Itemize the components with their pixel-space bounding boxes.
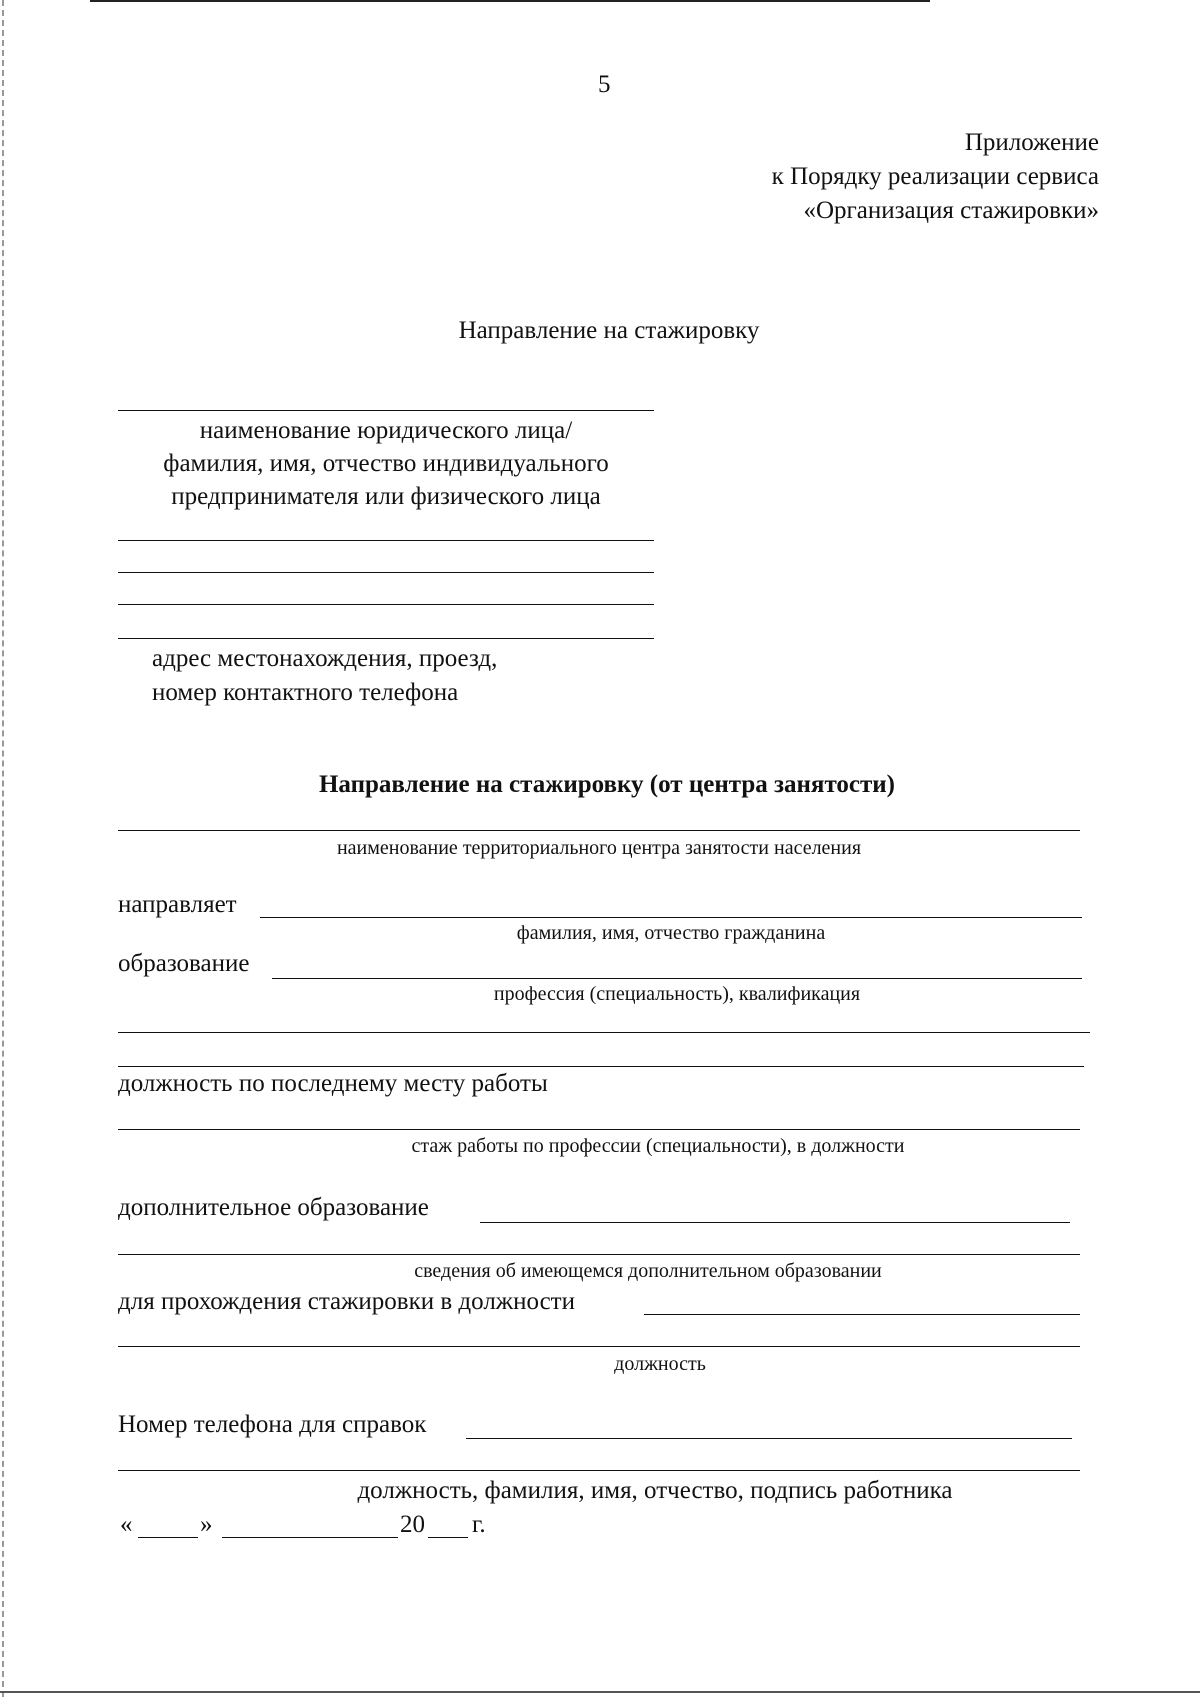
internship-position-line-2[interactable] [118,1346,1080,1347]
date-day-line[interactable] [138,1537,198,1538]
recipient-address-line-4[interactable] [118,638,654,639]
profession-line-2[interactable] [118,1032,1090,1033]
recipient-name-caption-3: предпринимателя или физического лица [171,483,601,510]
date-open-quote: « [120,1511,133,1538]
additional-education-line-1[interactable] [480,1222,1070,1223]
date-year-line[interactable] [428,1537,468,1538]
additional-education-line-2[interactable] [118,1254,1080,1255]
additional-education-caption: сведения об имеющемся дополнительном образовании [414,1260,882,1282]
additional-education-label: дополнительное образование [118,1194,429,1221]
recipient-address-line-3[interactable] [118,604,654,605]
citizen-name-caption: фамилия, имя, отчество гражданина [516,922,826,944]
last-position-label: должность по последнему месту работы [118,1070,548,1097]
recipient-name-caption-2: фамилия, имя, отчество индивидуального [163,450,609,477]
scan-edge-bottom [0,1691,1200,1693]
sends-label: направляет [118,891,237,918]
signature-caption: должность, фамилия, имя, отчество, подпись работника [357,1477,953,1504]
date-close-quote: » [200,1511,213,1538]
scan-edge-left [2,0,4,1697]
citizen-name-line[interactable] [260,917,1082,918]
internship-position-line-1[interactable] [644,1314,1080,1315]
profession-caption: профессия (специальность), квалификация [493,983,861,1005]
center-name-caption: наименование территориального центра занятости населения [336,837,862,859]
position-caption: должность [614,1353,706,1375]
date-year-prefix: 20 [400,1511,425,1538]
appendix-line-3: «Организация стажировки» [803,197,1099,224]
profession-line-3[interactable] [118,1066,1084,1067]
center-name-line[interactable] [118,830,1080,831]
experience-caption: стаж работы по профессии (специальности), в должности [411,1135,905,1157]
appendix-line-1: Приложение [964,129,1099,156]
page-number: 5 [598,71,611,98]
internship-position-label: для прохождения стажировки в должности [118,1288,575,1315]
experience-line[interactable] [118,1129,1080,1130]
recipient-name-caption-1: наименование юридического лица/ [199,417,573,444]
phone-label: Номер телефона для справок [118,1411,427,1438]
signature-line[interactable] [118,1470,1080,1471]
scan-edge-top [90,0,930,2]
date-year-suffix: г. [472,1511,486,1538]
recipient-address-caption-2: номер контактного телефона [152,679,459,706]
recipient-address-caption-1: адрес местонахождения, проезд, [152,645,498,672]
phone-line[interactable] [466,1438,1072,1439]
education-label: образование [118,950,250,977]
recipient-address-line-2[interactable] [118,572,654,573]
education-line[interactable] [272,978,1082,979]
appendix-line-2: к Порядку реализации сервиса [771,163,1099,190]
recipient-address-line-1[interactable] [118,540,654,541]
section-title: Направление на стажировку (от центра занятости) [318,771,896,798]
document-title: Направление на стажировку [458,317,760,344]
recipient-name-line[interactable] [118,410,654,411]
date-month-line[interactable] [222,1537,398,1538]
